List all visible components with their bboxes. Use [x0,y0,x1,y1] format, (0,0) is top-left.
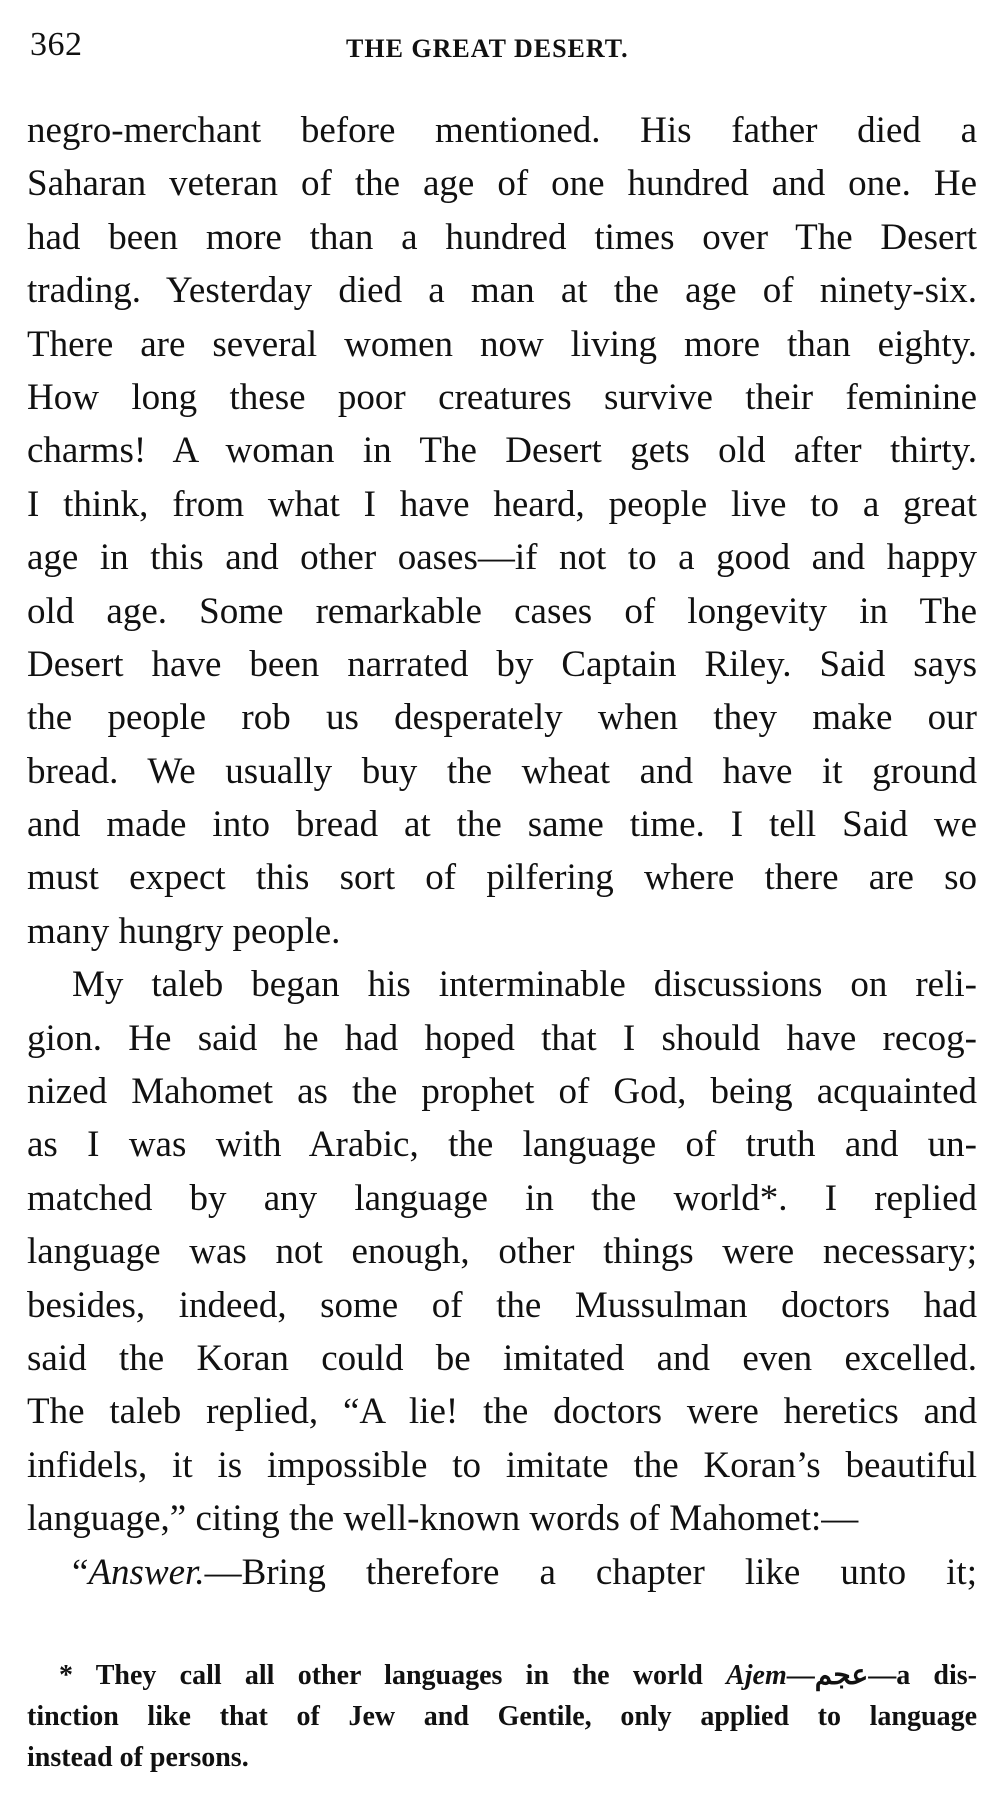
footnote-line: tinction like that of Jew and Gentile, only applied to language [27,1701,977,1732]
footnote-prefix: * They call all other languages in the world [59,1660,727,1691]
text-line: old age. Some remarkable cases of longevity in The [27,590,977,632]
text-line: negro-merchant before mentioned. His father died a [27,110,977,151]
text-line: Saharan veteran of the age of one hundred and one. He [27,163,977,205]
text-line: and made into bread at the same time. I tell Said we [27,804,977,846]
text-line: had been more than a hundred times over The Desert [27,216,977,258]
text-line: I think, from what I have heard, people live to a great [27,483,977,525]
page-header [28,24,976,66]
open-quote: “ [72,1551,89,1593]
footnote-line: instead of persons. [27,1742,249,1773]
text-line: bread. We usually buy the wheat and have it ground [27,750,977,792]
text-line: charms! A woman in The Desert gets old after thirty. [27,430,977,472]
footnote-italic-word: Ajem [726,1660,787,1691]
paragraph-start-line: My taleb began his interminable discussions on reli- [72,964,977,1006]
page-number: 362 [30,26,83,63]
text-line: must expect this sort of pilfering where there are so [27,857,977,899]
footnote-dash: — [786,1660,815,1691]
arabic-word: عجم [814,1660,869,1691]
text-line: How long these poor creatures survive their feminine [27,376,977,418]
text-line: Desert have been narrated by Captain Riley. Said says [27,643,977,685]
footnote-suffix: —a dis- [868,1660,978,1691]
quotation-text: —Bring therefore a chapter like unto it; [204,1551,977,1593]
text-line: nized Mahomet as the prophet of God, being acquainted [27,1071,977,1113]
text-line: infidels, it is impossible to imitate the Koran’s beautiful [27,1444,977,1486]
text-line: age in this and other oases—if not to a good and happy [27,537,977,579]
text-line: trading. Yesterday died a man at the age of ninety-six. [27,270,977,312]
footnote-line [27,1655,977,1696]
text-line: The taleb replied, “A lie! the doctors were heretics and [27,1391,977,1433]
quotation-line [27,1546,977,1599]
text-line: as I was with Arabic, the language of truth and un- [27,1124,977,1166]
text-line: the people rob us desperately when they make our [27,697,977,739]
italic-word: Answer. [88,1551,205,1593]
text-line: said the Koran could be imitated and even excelled. [27,1337,977,1379]
text-line: gion. He said he had hoped that I should have recog- [27,1017,977,1059]
running-head: THE GREAT DESERT. [346,34,629,63]
paragraph-end-line: many hungry people. [27,910,341,952]
text-line: language,” citing the well-known words of Mahomet:— [27,1498,859,1540]
text-line: There are several women now living more than eighty. [27,323,977,365]
footnote [27,1655,977,1778]
body-text [27,104,977,1599]
text-line: besides, indeed, some of the Mussulman doctors had [27,1284,977,1326]
text-line: language was not enough, other things were necessary; [27,1231,977,1273]
text-line: matched by any language in the world*. I replied [27,1177,977,1219]
